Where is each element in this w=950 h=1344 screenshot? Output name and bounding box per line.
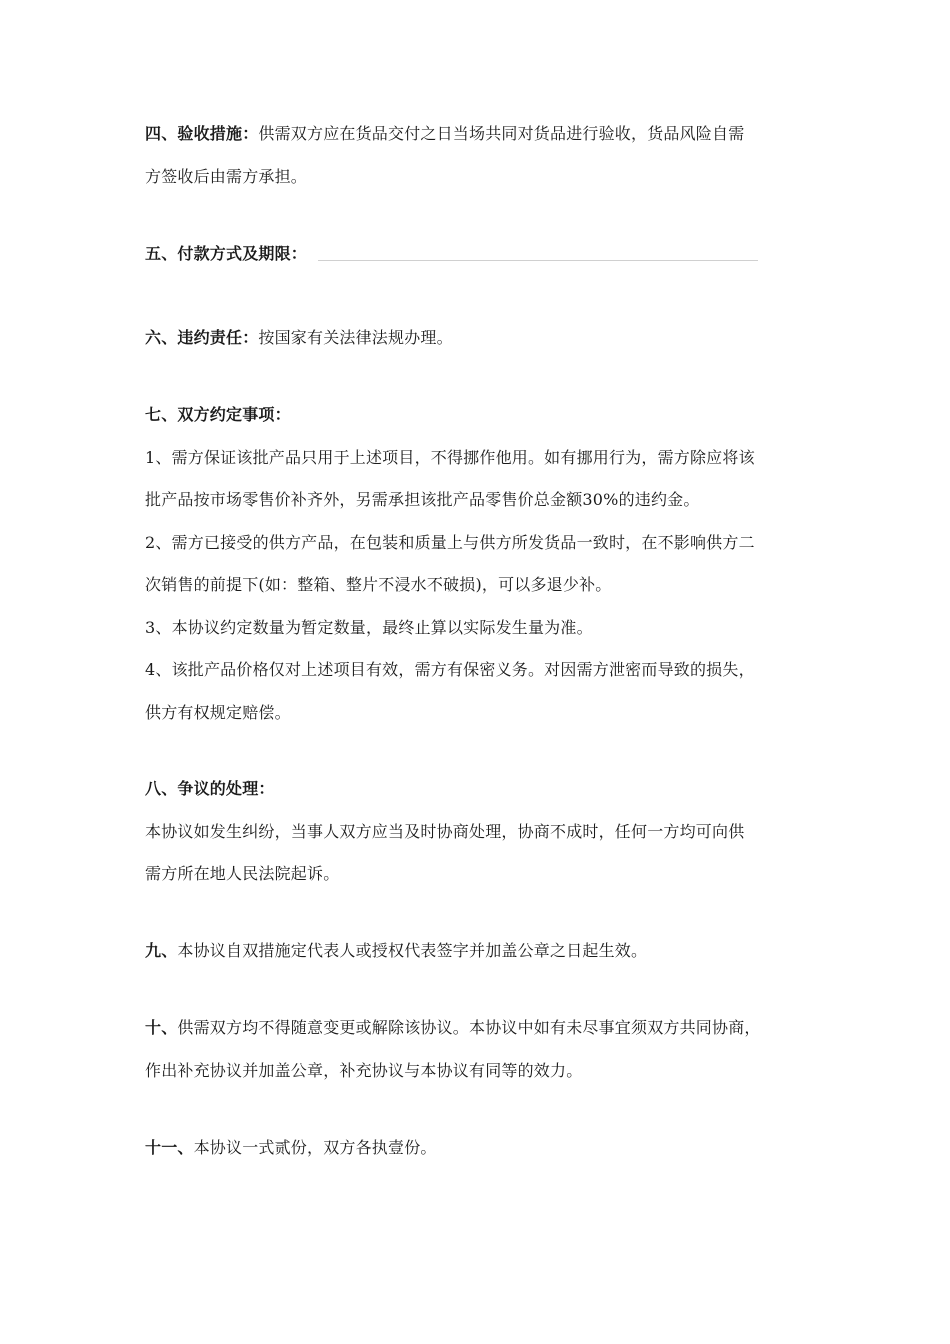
section-6-line bbox=[145, 328, 805, 348]
section-7-line: 3、本协议约定数量为暂定数量，最终止算以实际发生量为准。 bbox=[145, 618, 593, 637]
section-6-text: 按国家有关法律法规办理。 bbox=[258, 328, 453, 347]
section-9-text: 本协议自双措施定代表人或授权代表签字并加盖公章之日起生效。 bbox=[177, 941, 648, 960]
section-7-heading: 七、双方约定事项： bbox=[145, 405, 291, 424]
section-8-line: 本协议如发生纠纷，当事人双方应当及时协商处理，协商不成时，任何一方均可向供 bbox=[145, 822, 745, 841]
section-4-line-2: 方签收后由需方承担。 bbox=[145, 167, 308, 186]
section-11-text: 本协议一式贰份，双方各执壹份。 bbox=[193, 1138, 437, 1157]
section-11-line bbox=[145, 1138, 805, 1158]
payment-terms-blank-line bbox=[318, 260, 758, 261]
section-5-heading: 五、付款方式及期限： bbox=[145, 244, 308, 263]
section-4-line-1 bbox=[145, 124, 805, 144]
section-10-text: 供需双方均不得随意变更或解除该协议。本协议中如有未尽事宜须双方共同协商， bbox=[177, 1018, 761, 1037]
section-10-line-1 bbox=[145, 1018, 805, 1038]
section-7-line: 2、需方已接受的供方产品，在包装和质量上与供方所发货品一致时，在不影响供方二 bbox=[145, 533, 755, 552]
section-7-line: 1、需方保证该批产品只用于上述项目，不得挪作他用。如有挪用行为，需方除应将该 bbox=[145, 448, 755, 467]
section-7-line: 供方有权规定赔偿。 bbox=[145, 703, 291, 722]
section-7-line: 4、该批产品价格仅对上述项目有效，需方有保密义务。对因需方泄密而导致的损失， bbox=[145, 660, 755, 679]
section-9-heading: 九、 bbox=[145, 941, 178, 960]
section-8-heading: 八、争议的处理： bbox=[145, 779, 275, 798]
section-4-text: 供需双方应在货品交付之日当场共同对货品进行验收，货品风险自需 bbox=[258, 124, 745, 143]
section-10-line-2: 作出补充协议并加盖公章，补充协议与本协议有同等的效力。 bbox=[145, 1061, 583, 1080]
section-10-heading: 十、 bbox=[145, 1018, 178, 1037]
section-6-heading: 六、违约责任： bbox=[145, 328, 259, 347]
section-9-line bbox=[145, 941, 805, 961]
section-8-line: 需方所在地人民法院起诉。 bbox=[145, 864, 340, 883]
section-7-line: 次销售的前提下(如：整箱、整片不浸水不破损)，可以多退少补。 bbox=[145, 575, 612, 594]
section-7-line: 批产品按市场零售价补齐外，另需承担该批产品零售价总金额30%的违约金。 bbox=[145, 490, 700, 509]
section-11-heading: 十一、 bbox=[145, 1138, 194, 1157]
section-4-heading: 四、验收措施： bbox=[145, 124, 259, 143]
